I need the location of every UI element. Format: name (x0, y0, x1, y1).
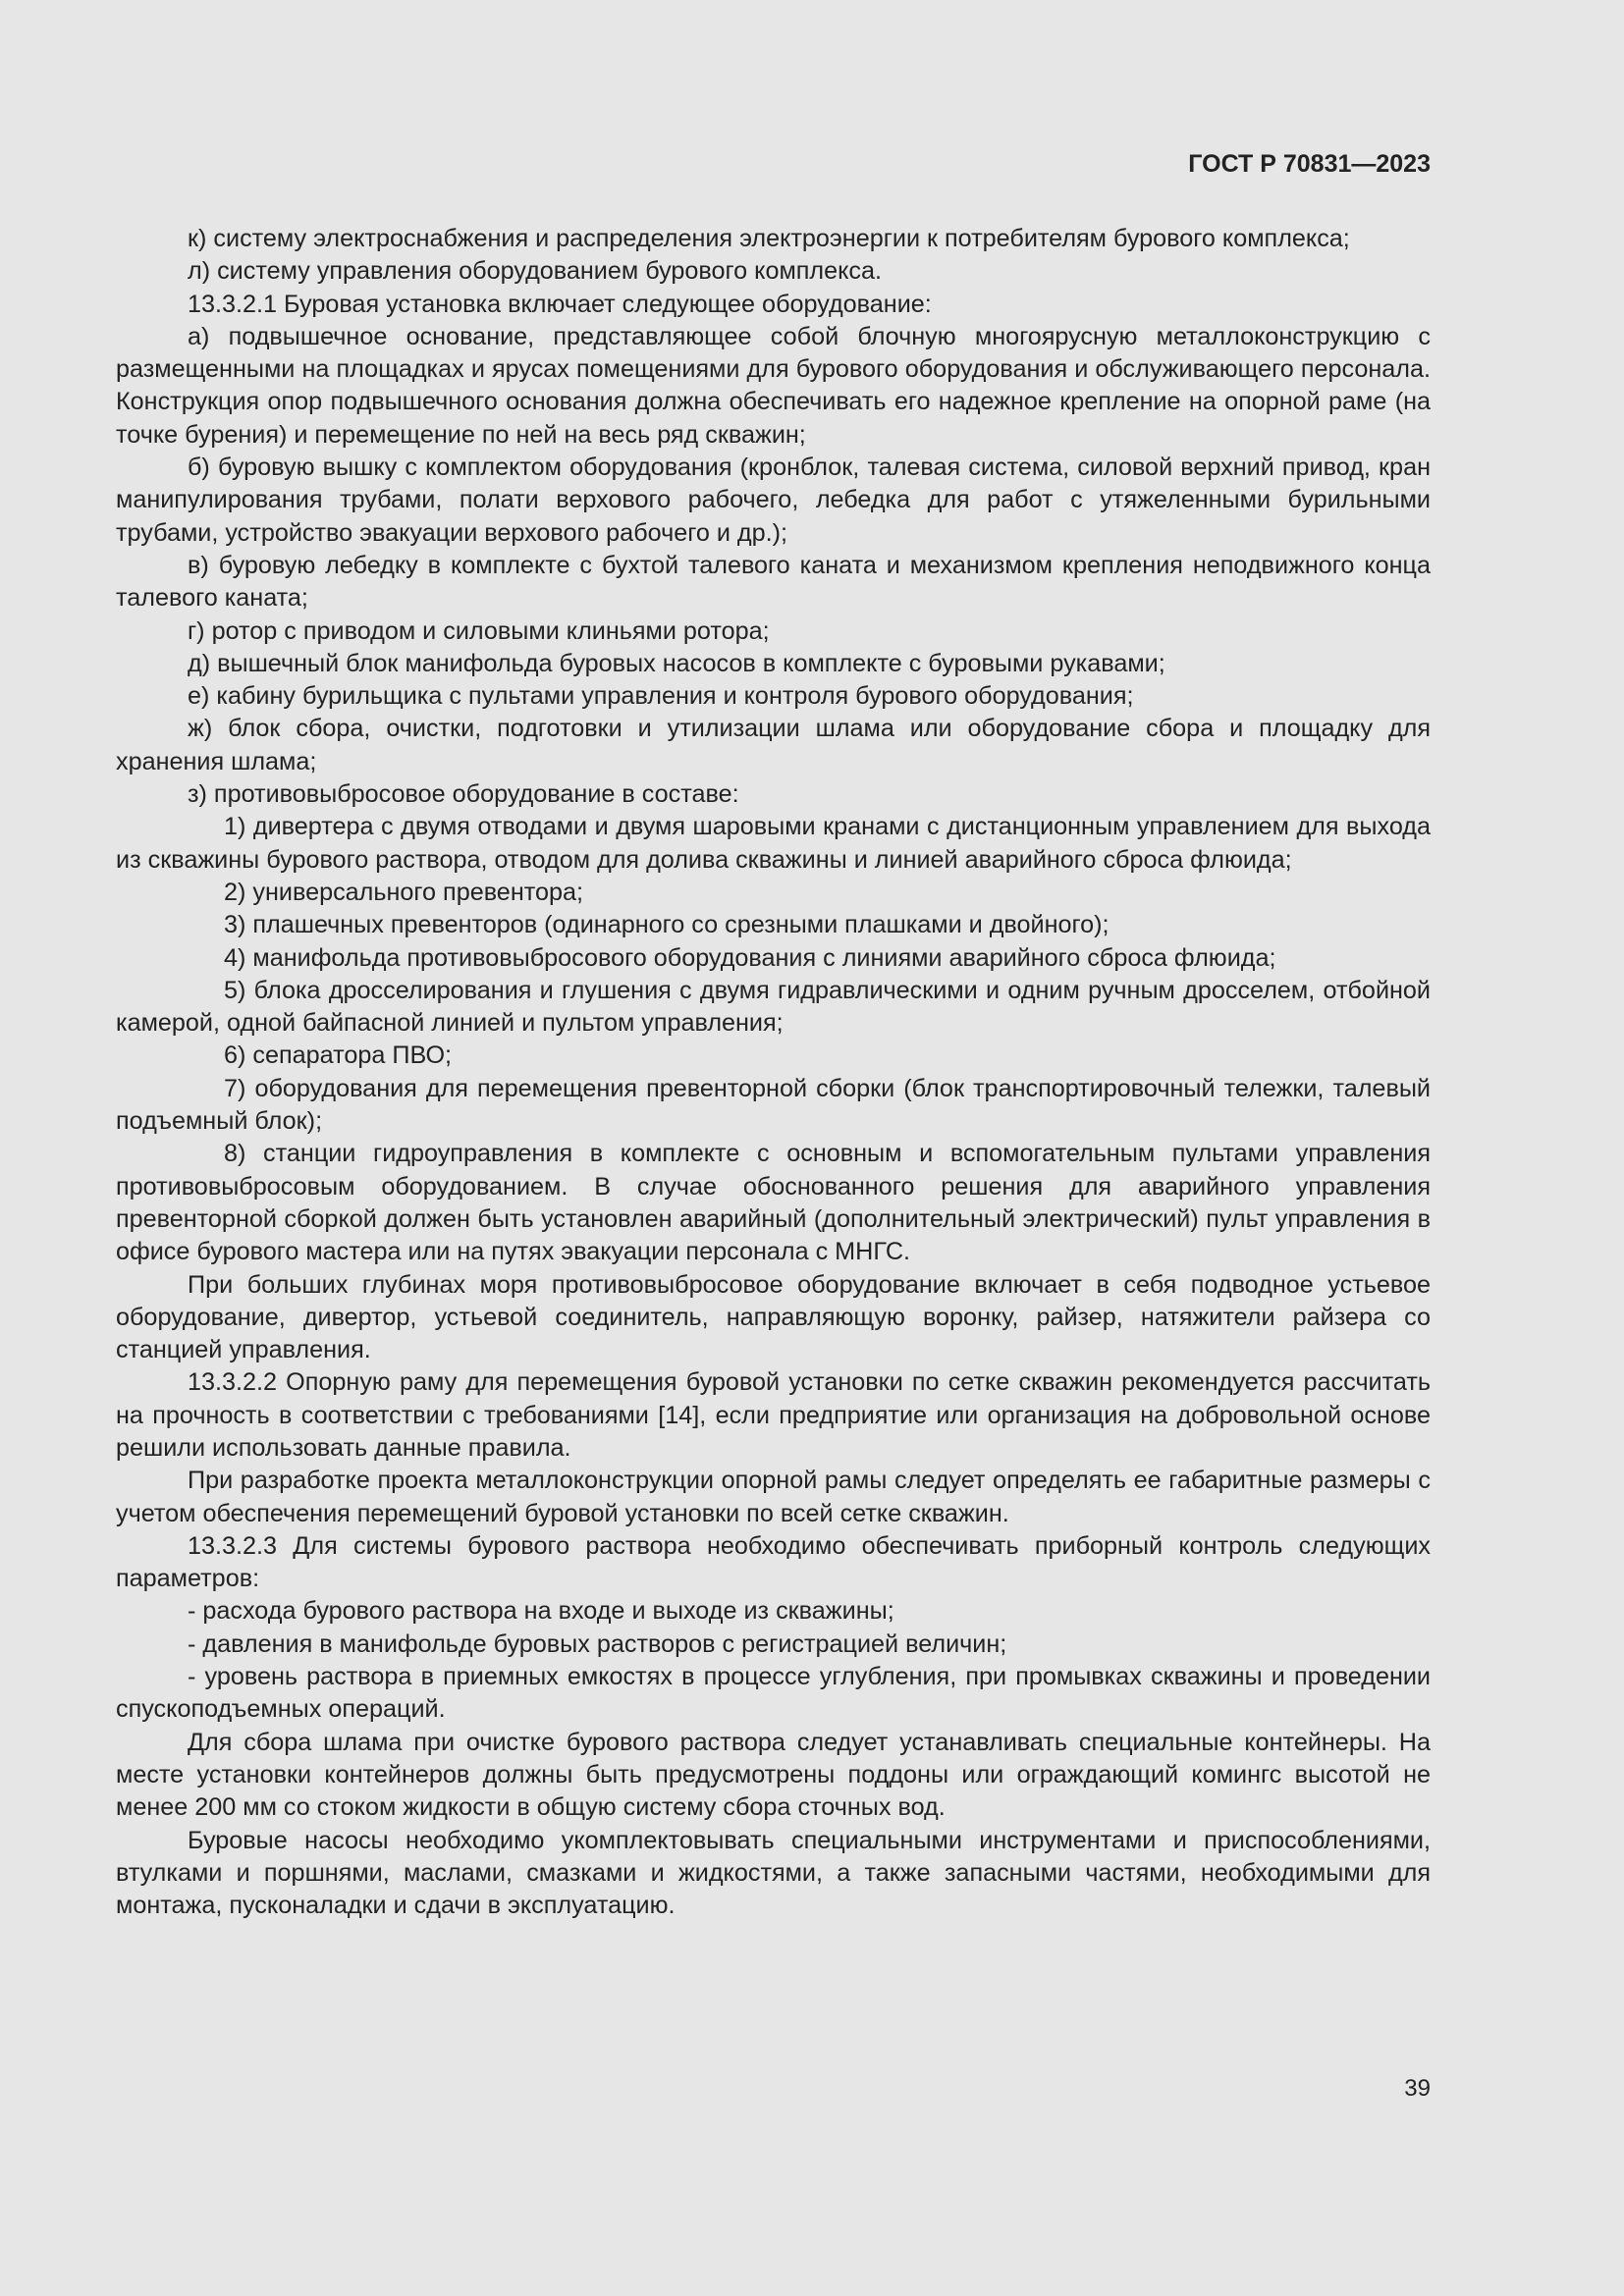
paragraph-deep-sea: При больших глубинах моря противовыбросовое оборудование включает в себя подводное устьевое оборудование, дивертор, устьевой соединитель, направляющую воронку, райзер, натяжители райзера со станцией управления. (116, 1270, 1431, 1364)
sublist-item-8: 8) станции гидроуправления в комплекте с основным и вспомогательным пультами управления противовыбросовым оборудованием. В случае обоснованного решения для аварийного управления превенторной сборкой должен быть установлен аварийный (дополнительный электрический) пульт управления в офисе бурового мастера или на путях эвакуации персонала с МНГС. (116, 1140, 1431, 1266)
paragraph-pumps: Буровые насосы необходимо укомплектовывать специальными инструментами и приспособлениями, втулками и поршнями, маслами, смазками и жидкостями, а также запасными частями, необходимыми для монтажа, пусконаладки и сдачи в эксплуатацию. (116, 1826, 1431, 1920)
sublist-item-1: 1) дивертера с двумя отводами и двумя шаровыми кранами с дистанционным управлением для выхода из скважины бурового раствора, отводом для долива скважины и линией аварийного сброса флюида; (116, 813, 1431, 874)
list-item-a: а) подвышечное основание, представляющее собой блочную многоярусную металлоконструкцию с размещенными на площадках и ярусах помещениями для бурового оборудования и обслуживающего персонала. Конструкция опор подвышечного основания должна обеспечивать его надежное крепление на опорной раме (на точке бурения) и перемещение по ней на весь ряд скважин; (116, 322, 1431, 449)
page-number: 39 (1404, 2075, 1431, 2102)
list-item-v: в) буровую лебедку в комплекте с бухтой талевого каната и механизмом крепления неподвижного конца талевого каната; (116, 551, 1431, 613)
clause-13-3-2-3: 13.3.2.3 Для системы бурового раствора необходимо обеспечивать приборный контроль следующих параметров: (116, 1531, 1431, 1593)
list-item-zh: ж) блок сбора, очистки, подготовки и утилизации шлама или оборудование сбора и площадку для хранения шлама; (116, 715, 1431, 775)
document-body (116, 223, 1431, 1922)
list-item-e: е) кабину бурильщика с пультами управления и контроля бурового оборудования; (188, 682, 1134, 711)
clause-13-3-2-2: 13.3.2.2 Опорную раму для перемещения буровой установки по сетке скважин рекомендуется рассчитать на прочность в соответствии с требованиями [14], если предприятие или организация на добровольной основе решили использовать данные правила. (116, 1368, 1431, 1462)
paragraph-item-l: л) систему управления оборудованием бурового комплекса. (188, 257, 883, 286)
list-item-g: г) ротор с приводом и силовыми клиньями ротора; (188, 616, 770, 645)
list-item-b: б) буровую вышку с комплектом оборудования (кронблок, талевая система, силовой верхний привод, кран манипулирования трубами, полати верхового рабочего, лебедка для работ с утяжеленными бурильными трубами, устройство эвакуации верхового рабочего и др.); (116, 454, 1431, 547)
paragraph-item-k: к) систему электроснабжения и распределения электроэнергии к потребителям бурового комплекса; (188, 225, 1350, 252)
paragraph-sludge: Для сбора шлама при очистке бурового раствора следует устанавливать специальные контейнеры. На месте установки контейнеров должны быть предусмотрены поддоны или ограждающий комингс высотой не менее 200 мм со стоком жидкости в общую систему сбора сточных вод. (116, 1728, 1431, 1822)
sublist-item-5: 5) блока дросселирования и глушения с двумя гидравлическими и одним ручным дросселем, отбойной камерой, одной байпасной линией и пультом управления; (116, 976, 1431, 1038)
dash-item-pressure: - давления в манифольде буровых растворов с регистрацией величин; (188, 1629, 1007, 1658)
sublist-item-6: 6) сепаратора ПВО; (224, 1041, 453, 1070)
list-item-z: з) противовыбросовое оборудование в составе: (188, 780, 739, 809)
sublist-item-2: 2) универсального превентора; (224, 878, 584, 906)
dash-item-flow: - расхода бурового раствора на входе и выходе из скважины; (188, 1597, 894, 1626)
standard-header: ГОСТ Р 70831—2023 (1188, 150, 1431, 178)
sublist-item-4: 4) манифольда противовыбросового оборудования с линиями аварийного сброса флюида; (224, 943, 1276, 972)
paragraph-frame-design: При разработке проекта металлоконструкции опорной рамы следует определять ее габаритные размеры с учетом обеспечения перемещений буровой установки по всей сетке скважин. (116, 1467, 1431, 1527)
clause-13-3-2-1: 13.3.2.1 Буровая установка включает следующее оборудование: (188, 290, 932, 318)
list-item-d: д) вышечный блок манифольда буровых насосов в комплекте с буровыми рукавами; (188, 649, 1165, 677)
sublist-item-7: 7) оборудования для перемещения превенторной сборки (блок транспортировочный тележки, талевый подъемный блок); (116, 1074, 1431, 1136)
dash-item-level: - уровень раствора в приемных емкостях в процессе углубления, при промывках скважины и проведении спускоподъемных операций. (116, 1663, 1431, 1724)
sublist-item-3: 3) плашечных превенторов (одинарного со срезными плашками и двойного); (224, 911, 1110, 939)
